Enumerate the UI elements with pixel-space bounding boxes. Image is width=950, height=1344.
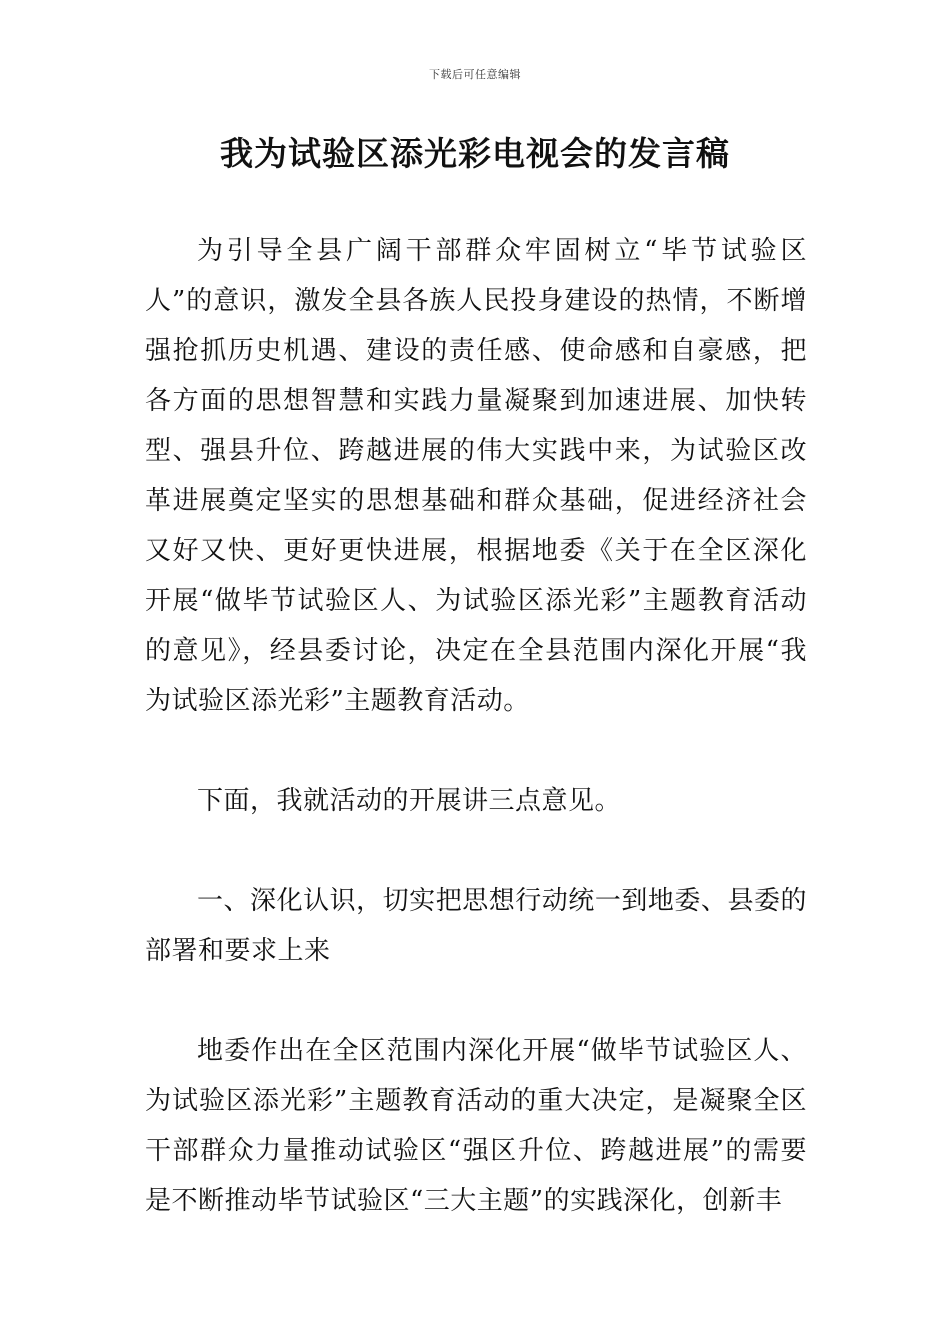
- section-heading-1: 一、深化认识，切实把思想行动统一到地委、县委的部署和要求上来: [145, 886, 807, 966]
- document-body: [145, 226, 807, 1226]
- paragraph-intro: 为引导全县广阔干部群众牢固树立“毕节试验区人”的意识，激发全县各族人民投身建设的热情，不断增强抢抓历史机遇、建设的责任感、使命感和自豪感，把各方面的思想智慧和实践力量凝聚到加速进展、加快转型、强县升位、跨越进展的伟大实践中来，为试验区改革进展奠定坚实的思想基础和群众基础，促进经济社会又好又快、更好更快进展，根据地委《关于在全区深化开展“做毕节试验区人、为试验区添光彩”主题教育活动的意见》，经县委讨论，决定在全县范围内深化开展“我为试验区添光彩”主题教育活动。: [145, 236, 807, 716]
- paragraph-section-1: 地委作出在全区范围内深化开展“做毕节试验区人、为试验区添光彩”主题教育活动的重大决定，是凝聚全区干部群众力量推动试验区“强区升位、跨越进展”的需要是不断推动毕节试验区“三大主题”的实践深化，创新丰: [145, 1036, 807, 1216]
- header-note: 下载后可任意编辑: [429, 68, 521, 81]
- paragraph-opening-remark: 下面，我就活动的开展讲三点意见。: [197, 786, 622, 816]
- document-title: 我为试验区添光彩电视会的发言稿: [220, 134, 730, 173]
